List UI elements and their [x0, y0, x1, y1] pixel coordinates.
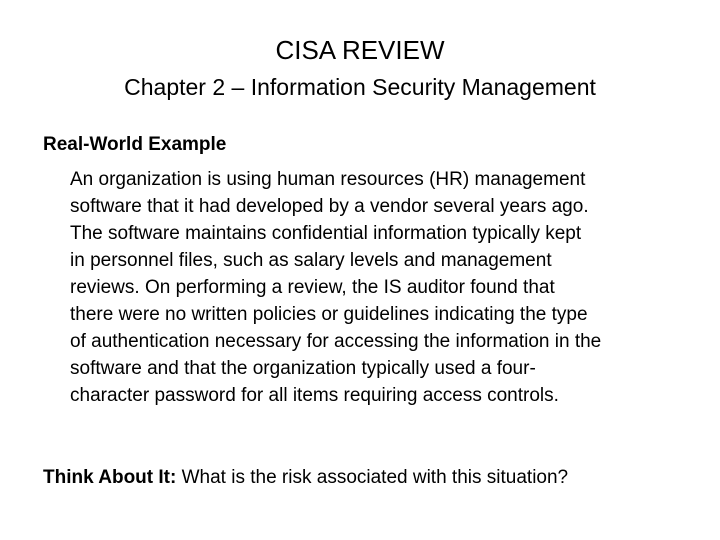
- example-paragraph: [70, 166, 700, 409]
- section-heading: Real-World Example: [43, 134, 227, 155]
- think-about-it-question: [43, 464, 568, 491]
- paragraph-line: in personnel files, such as salary levels and management: [70, 250, 552, 271]
- question-label: Think About It:: [43, 467, 177, 488]
- paragraph-line: there were no written policies or guidelines indicating the type: [70, 304, 588, 325]
- paragraph-line: The software maintains confidential information typically kept: [70, 223, 582, 244]
- paragraph-line: of authentication necessary for accessing the information in the: [70, 331, 602, 352]
- paragraph-line: reviews. On performing a review, the IS auditor found that: [70, 277, 555, 298]
- paragraph-line: An organization is using human resources (HR) management: [70, 169, 586, 190]
- slide-subtitle: Chapter 2 – Information Security Management: [124, 74, 596, 100]
- slide-title: CISA REVIEW: [275, 35, 445, 65]
- paragraph-line: software that it had developed by a vendor several years ago.: [70, 196, 589, 217]
- paragraph-line: character password for all items requiring access controls.: [70, 385, 559, 406]
- question-text: What is the risk associated with this situation?: [176, 467, 569, 488]
- paragraph-line: software and that the organization typically used a four-: [70, 358, 536, 379]
